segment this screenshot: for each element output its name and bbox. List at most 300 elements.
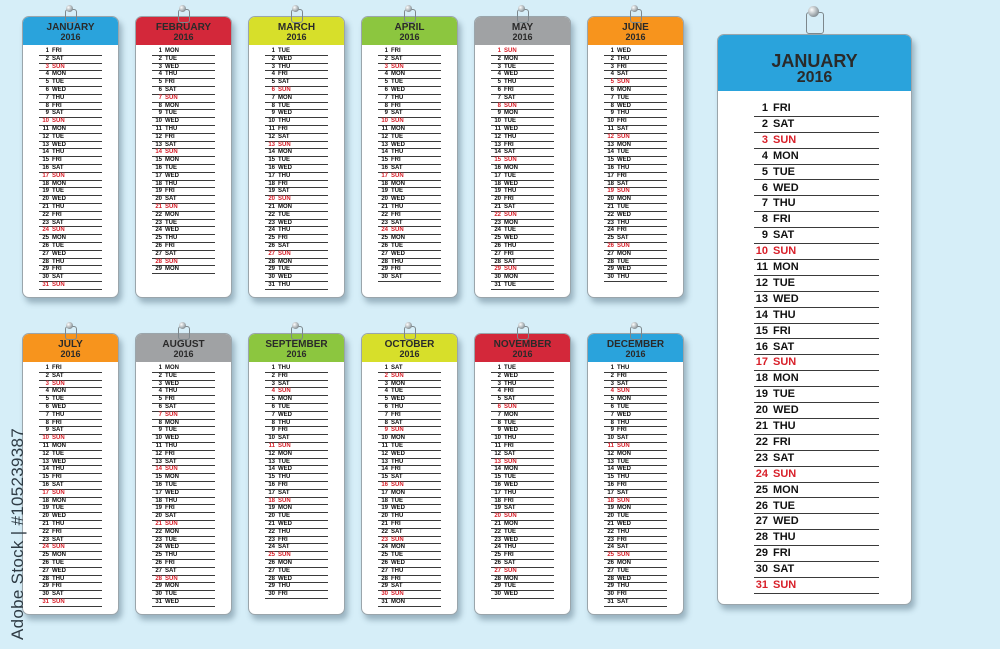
weekday-label: SAT — [617, 599, 629, 605]
day-row — [378, 220, 441, 228]
weekday-label: SAT — [504, 450, 516, 457]
day-number: 15 — [381, 474, 388, 481]
day-number: 15 — [607, 157, 614, 164]
day-number: 4 — [610, 71, 614, 78]
day-number: 19 — [42, 505, 49, 512]
day-number: 12 — [42, 450, 49, 457]
weekday-label: SUN — [391, 63, 404, 70]
day-number: 8 — [761, 213, 768, 226]
month-name: JUNE — [622, 22, 649, 33]
day-row — [378, 513, 441, 521]
day-number: 11 — [494, 443, 501, 449]
day-number: 30 — [268, 591, 275, 598]
day-number: 28 — [607, 575, 614, 582]
day-row — [378, 134, 441, 142]
weekday-label: MON — [617, 196, 631, 203]
weekday-label: THU — [391, 404, 404, 410]
day-number: 29 — [494, 266, 501, 273]
day-number: 27 — [381, 250, 388, 257]
weekday-label: SUN — [165, 466, 178, 473]
weekday-label: SAT — [52, 591, 64, 598]
day-row — [152, 126, 215, 134]
weekday-label: SAT — [617, 180, 629, 187]
weekday-label: THU — [278, 528, 291, 535]
day-number: 29 — [381, 266, 388, 273]
day-row — [265, 568, 328, 576]
weekday-label: SAT — [504, 204, 516, 210]
day-row — [754, 499, 879, 515]
day-row — [152, 103, 215, 111]
day-number: 26 — [494, 560, 501, 566]
day-row — [152, 227, 215, 235]
weekday-label: THU — [504, 544, 517, 551]
day-row — [39, 544, 102, 552]
day-row — [754, 308, 879, 324]
year-label: 2016 — [286, 349, 307, 359]
day-row — [604, 583, 667, 591]
weekday-label: THU — [504, 133, 517, 140]
day-row — [39, 396, 102, 404]
day-row — [265, 381, 328, 389]
weekday-label: THU — [52, 204, 65, 210]
day-row — [491, 583, 554, 591]
day-row — [265, 274, 328, 282]
day-number: 9 — [384, 427, 388, 434]
day-row — [152, 373, 215, 381]
weekday-label: THU — [391, 204, 404, 210]
day-row — [378, 459, 441, 467]
weekday-label: SUN — [504, 211, 517, 218]
day-row — [378, 251, 441, 259]
weekday-label: MON — [391, 235, 405, 242]
day-row — [152, 220, 215, 228]
day-row — [491, 165, 554, 173]
day-number: 23 — [607, 536, 614, 543]
day-number: 23 — [381, 536, 388, 543]
day-row — [152, 212, 215, 220]
day-row — [604, 235, 667, 243]
day-number: 18 — [42, 497, 49, 504]
day-row — [378, 599, 441, 607]
weekday-label: MON — [165, 157, 179, 164]
day-number: 3 — [384, 63, 388, 70]
day-number: 20 — [381, 196, 388, 203]
weekday-label: FRI — [391, 102, 401, 109]
weekday-label: FRI — [391, 266, 401, 273]
weekday-label: FRI — [52, 365, 62, 371]
weekday-label: TUE — [504, 365, 516, 371]
day-number: 2 — [497, 55, 501, 62]
day-number: 2 — [271, 372, 275, 379]
day-number: 14 — [268, 466, 275, 473]
weekday-label: SAT — [52, 165, 64, 171]
day-row — [604, 420, 667, 428]
day-row — [378, 149, 441, 157]
day-number: 2 — [45, 55, 49, 62]
day-row — [39, 142, 102, 150]
day-row — [39, 583, 102, 591]
day-number: 18 — [42, 180, 49, 187]
day-row — [265, 95, 328, 103]
weekday-label: MON — [617, 450, 631, 457]
day-row — [265, 482, 328, 490]
day-row — [152, 529, 215, 537]
day-row — [39, 87, 102, 95]
weekday-label: SAT — [165, 458, 177, 465]
month-name: OCTOBER — [384, 339, 435, 350]
weekday-label: WED — [165, 489, 179, 496]
weekday-label: MON — [278, 560, 292, 566]
day-number: 26 — [607, 243, 614, 249]
day-number: 22 — [494, 211, 501, 218]
day-number: 6 — [497, 87, 501, 93]
weekday-label: SUN — [278, 552, 291, 559]
weekday-label: WED — [52, 458, 66, 465]
weekday-label: FRI — [773, 435, 791, 448]
day-number: 1 — [761, 102, 768, 114]
day-number: 13 — [268, 458, 275, 465]
weekday-label: WED — [391, 250, 405, 257]
day-row — [754, 387, 879, 403]
day-row — [152, 110, 215, 118]
day-row — [152, 259, 215, 267]
day-number: 28 — [268, 258, 275, 265]
weekday-label: THU — [165, 180, 178, 187]
weekday-label: SUN — [617, 552, 630, 559]
day-number: 31 — [155, 599, 162, 605]
day-row — [39, 537, 102, 545]
day-number: 9 — [158, 110, 162, 117]
day-number: 28 — [494, 575, 501, 582]
weekday-label: THU — [773, 308, 796, 321]
day-row — [604, 459, 667, 467]
day-row — [378, 259, 441, 267]
day-row — [754, 340, 879, 356]
day-number: 12 — [42, 133, 49, 140]
day-row — [265, 142, 328, 150]
day-row — [604, 373, 667, 381]
day-row — [378, 235, 441, 243]
weekday-label: TUE — [504, 172, 516, 179]
weekday-label: THU — [165, 71, 178, 78]
weekday-label: MON — [278, 396, 292, 403]
day-row — [604, 126, 667, 134]
day-row — [378, 544, 441, 552]
day-row — [491, 459, 554, 467]
day-number: 10 — [494, 435, 501, 442]
day-row — [491, 251, 554, 259]
day-number: 15 — [755, 324, 768, 337]
weekday-label: FRI — [617, 118, 627, 125]
weekday-label: THU — [391, 458, 404, 465]
day-row — [378, 95, 441, 103]
weekday-label: FRI — [52, 102, 62, 109]
weekday-label: FRI — [165, 505, 175, 512]
weekday-label: MON — [617, 141, 631, 148]
weekday-label: SUN — [391, 591, 404, 598]
weekday-label: SUN — [52, 172, 65, 179]
weekday-label: SUN — [617, 188, 630, 195]
weekday-label: SAT — [391, 110, 403, 117]
day-number: 21 — [155, 521, 162, 527]
weekday-label: THU — [504, 380, 517, 387]
day-row — [491, 204, 554, 212]
day-row — [265, 56, 328, 64]
day-row — [378, 126, 441, 134]
day-number: 5 — [271, 396, 275, 403]
weekday-label: WED — [278, 521, 292, 527]
weekday-label: MON — [617, 87, 631, 93]
weekday-label: MON — [52, 126, 66, 132]
day-number: 31 — [494, 282, 501, 288]
weekday-label: MON — [278, 258, 292, 265]
year-label: 2016 — [625, 32, 646, 42]
weekday-label: TUE — [278, 404, 290, 410]
day-number: 26 — [381, 560, 388, 566]
weekday-label: FRI — [617, 591, 627, 598]
day-row — [152, 521, 215, 529]
day-number: 3 — [45, 63, 49, 70]
day-row — [39, 560, 102, 568]
day-number: 29 — [42, 266, 49, 273]
weekday-label: WED — [617, 466, 631, 473]
weekday-label: FRI — [165, 243, 175, 249]
day-number: 22 — [42, 528, 49, 535]
day-row — [152, 165, 215, 173]
day-row — [152, 142, 215, 150]
day-row — [39, 505, 102, 513]
day-row — [491, 103, 554, 111]
day-row — [754, 324, 879, 340]
day-number: 15 — [494, 474, 501, 481]
weekday-label: MON — [504, 411, 518, 418]
day-number: 18 — [381, 180, 388, 187]
day-number: 20 — [494, 196, 501, 203]
day-row — [754, 292, 879, 308]
weekday-label: MON — [52, 388, 66, 395]
year-label: 2016 — [286, 32, 307, 42]
day-number: 9 — [497, 110, 501, 117]
day-number: 27 — [268, 250, 275, 257]
day-number: 25 — [381, 552, 388, 559]
day-number: 12 — [607, 133, 614, 140]
day-number: 16 — [381, 482, 388, 488]
day-number: 15 — [268, 157, 275, 164]
weekday-label: SAT — [278, 243, 290, 249]
weekday-label: THU — [617, 110, 630, 117]
day-number: 16 — [494, 165, 501, 171]
weekday-label: SAT — [165, 87, 177, 93]
year-label: 2016 — [60, 32, 81, 42]
day-row — [152, 243, 215, 251]
weekday-label: MON — [504, 165, 518, 171]
weekday-label: TUE — [504, 63, 516, 70]
day-row — [265, 64, 328, 72]
day-row — [39, 498, 102, 506]
day-number: 22 — [42, 211, 49, 218]
day-number: 27 — [494, 250, 501, 257]
day-number: 18 — [155, 180, 162, 187]
day-number: 23 — [607, 219, 614, 226]
day-number: 3 — [271, 63, 275, 70]
weekday-label: SAT — [52, 274, 64, 281]
weekday-label: SUN — [165, 258, 178, 265]
weekday-label: TUE — [52, 450, 64, 457]
day-number: 19 — [268, 188, 275, 195]
day-row — [604, 56, 667, 64]
month-card-march — [248, 16, 345, 298]
day-row — [378, 443, 441, 451]
day-number: 4 — [761, 149, 768, 162]
day-row — [378, 118, 441, 126]
day-number: 17 — [268, 172, 275, 179]
day-number: 2 — [384, 372, 388, 379]
day-number: 2 — [761, 117, 768, 130]
weekday-label: MON — [504, 466, 518, 473]
day-number: 5 — [158, 396, 162, 403]
day-row — [152, 79, 215, 87]
weekday-label: SUN — [504, 513, 517, 520]
day-number: 15 — [42, 474, 49, 481]
weekday-label: SUN — [278, 497, 291, 504]
day-number: 12 — [155, 450, 162, 457]
day-row — [378, 157, 441, 165]
weekday-label: SAT — [278, 435, 290, 442]
weekday-label: TUE — [52, 133, 64, 140]
day-row — [604, 435, 667, 443]
day-row — [378, 435, 441, 443]
day-row — [152, 134, 215, 142]
day-row — [265, 552, 328, 560]
day-row — [39, 420, 102, 428]
day-number: 28 — [607, 258, 614, 265]
weekday-label: THU — [165, 497, 178, 504]
day-row — [39, 552, 102, 560]
month-name: FEBRUARY — [155, 22, 212, 33]
weekday-label: FRI — [278, 536, 288, 543]
weekday-label: TUE — [165, 372, 177, 379]
day-row — [754, 530, 879, 546]
weekday-label: SAT — [617, 71, 629, 78]
weekday-label: THU — [773, 531, 796, 544]
day-number: 1 — [384, 365, 388, 371]
day-number: 1 — [610, 365, 614, 371]
day-number: 1 — [271, 365, 275, 371]
day-row — [604, 220, 667, 228]
day-row — [378, 529, 441, 537]
weekday-label: THU — [617, 583, 630, 590]
weekday-label: WED — [278, 466, 292, 473]
weekday-label: WED — [504, 591, 518, 598]
weekday-label: SAT — [52, 536, 64, 543]
day-number: 13 — [268, 141, 275, 148]
day-number: 11 — [268, 443, 275, 449]
weekday-label: FRI — [391, 211, 401, 218]
day-row — [39, 103, 102, 111]
day-number: 4 — [384, 388, 388, 395]
day-row — [378, 165, 441, 173]
day-number: 20 — [42, 196, 49, 203]
day-number: 26 — [155, 560, 162, 566]
weekday-label: FRI — [52, 419, 62, 426]
weekday-label: MON — [52, 497, 66, 504]
day-row — [491, 576, 554, 584]
weekday-label: MON — [617, 505, 631, 512]
day-number: 25 — [607, 235, 614, 242]
weekday-label: SUN — [391, 536, 404, 543]
weekday-label: THU — [617, 365, 630, 371]
day-number: 20 — [755, 404, 768, 417]
day-number: 30 — [42, 274, 49, 281]
weekday-label: TUE — [165, 482, 177, 488]
day-number: 25 — [755, 483, 768, 496]
day-row — [754, 435, 879, 451]
day-row — [491, 282, 554, 290]
day-row — [265, 103, 328, 111]
day-number: 13 — [607, 458, 614, 465]
day-number: 14 — [494, 466, 501, 473]
day-row — [265, 181, 328, 189]
day-number: 7 — [271, 411, 275, 418]
weekday-label: SUN — [391, 482, 404, 488]
day-number: 13 — [494, 458, 501, 465]
day-number: 17 — [42, 172, 49, 179]
weekday-label: TUE — [52, 188, 64, 195]
day-row — [491, 95, 554, 103]
day-row — [491, 142, 554, 150]
day-number: 1 — [158, 365, 162, 371]
day-row — [491, 173, 554, 181]
weekday-label: WED — [773, 515, 799, 528]
day-number: 20 — [381, 513, 388, 520]
day-row — [604, 212, 667, 220]
day-row — [491, 212, 554, 220]
day-number: 4 — [271, 71, 275, 78]
weekday-label: SAT — [617, 544, 629, 551]
day-number: 9 — [158, 427, 162, 434]
month-name: MAY — [511, 22, 534, 33]
weekday-label: FRI — [278, 126, 288, 132]
weekday-label: THU — [165, 552, 178, 559]
day-number: 20 — [42, 513, 49, 520]
day-row — [491, 544, 554, 552]
day-row — [754, 101, 879, 117]
day-row — [39, 412, 102, 420]
day-number: 25 — [607, 552, 614, 559]
day-row — [152, 435, 215, 443]
day-number: 14 — [381, 466, 388, 473]
weekday-label: SAT — [504, 505, 516, 512]
weekday-label: SUN — [391, 372, 404, 379]
day-row — [378, 142, 441, 150]
weekday-label: SAT — [165, 567, 177, 574]
day-row — [604, 227, 667, 235]
weekday-label: SUN — [278, 250, 291, 257]
day-row — [754, 467, 879, 483]
day-number: 26 — [755, 499, 768, 512]
day-number: 14 — [494, 149, 501, 156]
day-row — [378, 227, 441, 235]
day-row — [152, 466, 215, 474]
weekday-label: THU — [52, 258, 65, 265]
weekday-label: THU — [52, 149, 65, 156]
weekday-label: THU — [504, 243, 517, 249]
month-name: JULY — [58, 339, 83, 350]
day-number: 9 — [610, 427, 614, 434]
day-row — [604, 599, 667, 607]
stock-watermark: Adobe Stock | #105239387 — [8, 427, 27, 640]
day-row — [152, 443, 215, 451]
